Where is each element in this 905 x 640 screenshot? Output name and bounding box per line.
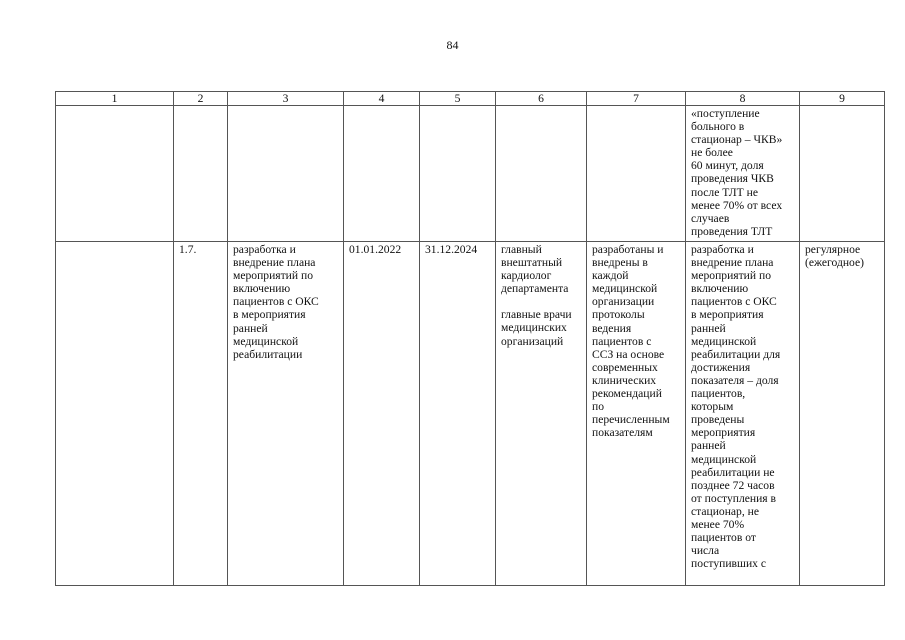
- cell-lines: [592, 243, 681, 439]
- cell-line: ССЗ на основе: [592, 347, 665, 361]
- cell-line: числа: [691, 544, 720, 558]
- page-number: 84: [446, 38, 459, 52]
- cell-line: современных: [592, 360, 658, 374]
- cell-line: пациентов с ОКС: [691, 295, 777, 309]
- cell-lines: [805, 243, 880, 269]
- cell-line: медицинской: [691, 452, 757, 466]
- indicator-cell: [686, 242, 800, 586]
- table-cell: [496, 106, 587, 242]
- cell-line: проведены: [691, 413, 745, 427]
- cell-lines: [501, 308, 582, 347]
- cell-line: медицинской: [691, 334, 757, 348]
- cell-line: по: [592, 400, 605, 414]
- result-cell: [587, 242, 686, 586]
- cell-line: каждой: [592, 269, 629, 283]
- cell-line: мероприятия: [691, 426, 756, 440]
- cell-line: пациентов,: [691, 387, 746, 401]
- cell-line: случаев: [691, 211, 730, 225]
- cell-line: позднее 72 часов: [691, 478, 775, 492]
- col-header: 8: [686, 92, 800, 106]
- cell-line: реабилитации не: [691, 465, 775, 479]
- cell-line: ранней: [691, 439, 726, 453]
- cell-line: протоколы: [592, 308, 645, 322]
- cell-line: разработка и: [233, 243, 296, 256]
- cell-lines: [501, 243, 582, 295]
- table-cell: [228, 106, 344, 242]
- cell-line: кардиолог: [501, 269, 552, 283]
- cell-line: пациентов с ОКС: [233, 295, 319, 309]
- cell-line: регулярное: [805, 243, 861, 256]
- header-row: [56, 92, 885, 106]
- cell-line: ранней: [691, 321, 726, 335]
- cell-line: 60 минут, доля: [691, 159, 764, 173]
- end-date: 31.12.2024: [420, 242, 496, 586]
- cell-line: проведения ЧКВ: [691, 172, 774, 186]
- table-cell: [420, 106, 496, 242]
- cell-line: пациентов от: [691, 531, 756, 545]
- cell-lines: [233, 243, 339, 361]
- responsible-cell: [496, 242, 587, 586]
- cell-line: «поступление: [691, 107, 760, 120]
- table-cell: [587, 106, 686, 242]
- cell-line: внедрение плана: [691, 256, 774, 270]
- cell-line: в мероприятия: [691, 308, 764, 322]
- cell-line: реабилитации для: [691, 347, 781, 361]
- cell-line: медицинской: [592, 282, 658, 296]
- cell-line: в мероприятия: [233, 308, 306, 322]
- cell-line: медицинских: [501, 321, 567, 335]
- cell-line: которым: [691, 400, 734, 414]
- cell-line: поступивших с: [691, 557, 767, 571]
- cell-line: после ТЛТ не: [691, 185, 758, 199]
- cell-line: ведения: [592, 321, 632, 335]
- cell-line: внештатный: [501, 256, 563, 270]
- cell-line: ранней: [233, 321, 268, 335]
- plan-table: [55, 91, 885, 586]
- cell-line: рекомендаций: [592, 387, 662, 401]
- cell-line: не более: [691, 146, 733, 160]
- col-header: 9: [800, 92, 885, 106]
- cell-line: проведения ТЛТ: [691, 224, 773, 238]
- table-cell: [56, 242, 174, 586]
- item-number: 1.7.: [174, 242, 228, 586]
- table-cell: [174, 106, 228, 242]
- col-header: 1: [56, 92, 174, 106]
- cell-line: включению: [233, 282, 291, 296]
- col-header: 3: [228, 92, 344, 106]
- col-header: 6: [496, 92, 587, 106]
- cell-lines: [691, 243, 795, 570]
- cell-line: от поступления в: [691, 491, 777, 505]
- cell-line: показателя – доля: [691, 373, 779, 387]
- cell-line: разработаны и: [592, 243, 664, 256]
- col-header: 7: [587, 92, 686, 106]
- cell-line: менее 70%: [691, 517, 745, 531]
- cell-line: внедрение плана: [233, 256, 316, 270]
- table-row: [56, 106, 885, 242]
- cell-line: реабилитации: [233, 347, 303, 361]
- cell-line: больного в: [691, 120, 745, 134]
- cell-line: показателям: [592, 426, 653, 440]
- cell-line: стационар, не: [691, 504, 760, 518]
- cell-line: разработка и: [691, 243, 754, 256]
- cell-line: главный: [501, 243, 542, 256]
- cell-line: (ежегодное): [805, 256, 864, 270]
- cell-line: стационар – ЧКВ»: [691, 133, 783, 147]
- cell-line: включению: [691, 282, 749, 296]
- cell-line: мероприятий по: [233, 269, 313, 283]
- table-cell: [800, 106, 885, 242]
- cell-line: пациентов с: [592, 334, 652, 348]
- cell-line: медицинской: [233, 334, 299, 348]
- activity-cell: [228, 242, 344, 586]
- col-header: 4: [344, 92, 420, 106]
- cell-line: внедрены в: [592, 256, 648, 270]
- continued-indicator-cell: [686, 106, 800, 242]
- cell-line: клинических: [592, 373, 657, 387]
- cell-line: достижения: [691, 360, 751, 374]
- cell-line: департамента: [501, 282, 569, 296]
- cell-line: мероприятий по: [691, 269, 771, 283]
- periodicity-cell: [800, 242, 885, 586]
- table-row: [56, 242, 885, 586]
- col-header: 5: [420, 92, 496, 106]
- cell-line: перечисленным: [592, 413, 670, 427]
- cell-line: главные врачи: [501, 308, 572, 322]
- table-cell: [344, 106, 420, 242]
- col-header: 2: [174, 92, 228, 106]
- cell-line: организаций: [501, 334, 564, 348]
- table-cell: [56, 106, 174, 242]
- cell-line: организации: [592, 295, 655, 309]
- cell-line: менее 70% от всех: [691, 198, 783, 212]
- start-date: 01.01.2022: [344, 242, 420, 586]
- cell-lines: [691, 107, 795, 238]
